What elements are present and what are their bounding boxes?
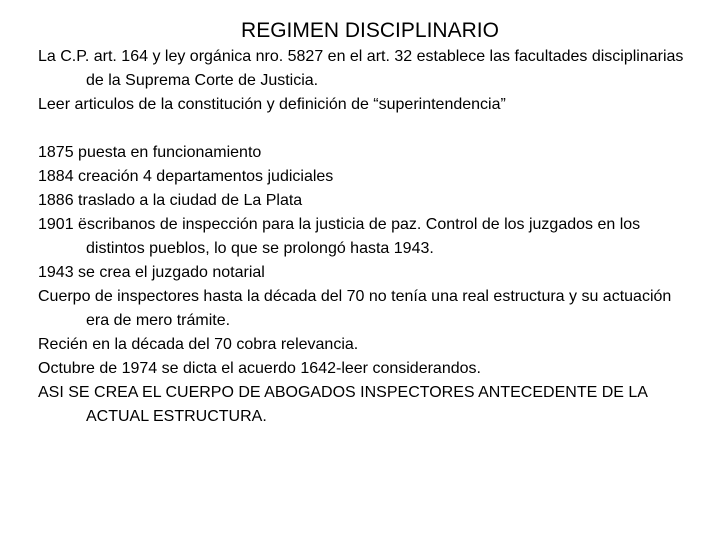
paragraph-1901: 1901 ëscribanos de inspección para la justicia de paz. Control de los juzgados en los distintos pueblos, lo que se prolongó hasta 1943. [38,216,641,257]
paragraph-cuerpo-inspectores: Cuerpo de inspectores hasta la década del 70 no tenía una real estructura y su actuación era de mero trámite. [38,288,672,329]
paragraph-1943: 1943 se crea el juzgado notarial [38,264,265,281]
paragraph-octubre-1974: Octubre de 1974 se dicta el acuerdo 1642-leer considerandos. [38,360,481,377]
paragraph-conclusion: ASI SE CREA EL CUERPO DE ABOGADOS INSPECTORES ANTECEDENTE DE LA ACTUAL ESTRUCTURA. [38,384,648,425]
paragraph-spacer [38,117,688,141]
paragraph-decada-70: Recién en la década del 70 cobra relevancia. [38,336,359,353]
paragraph-1875: 1875 puesta en funcionamiento [38,144,262,161]
paragraph-superintendencia: Leer articulos de la constitución y definición de “superintendencia” [38,96,506,113]
paragraph-1886: 1886 traslado a la ciudad de La Plata [38,192,303,209]
paragraph-1884: 1884 creación 4 departamentos judiciales [38,168,334,185]
slide-body [38,45,688,429]
paragraph-facultades: La C.P. art. 164 y ley orgánica nro. 5827 en el art. 32 establece las facultades disciplinarias de la Suprema Corte de Justicia. [38,48,684,89]
slide-title: REGIMEN DISCIPLINARIO [241,19,499,42]
